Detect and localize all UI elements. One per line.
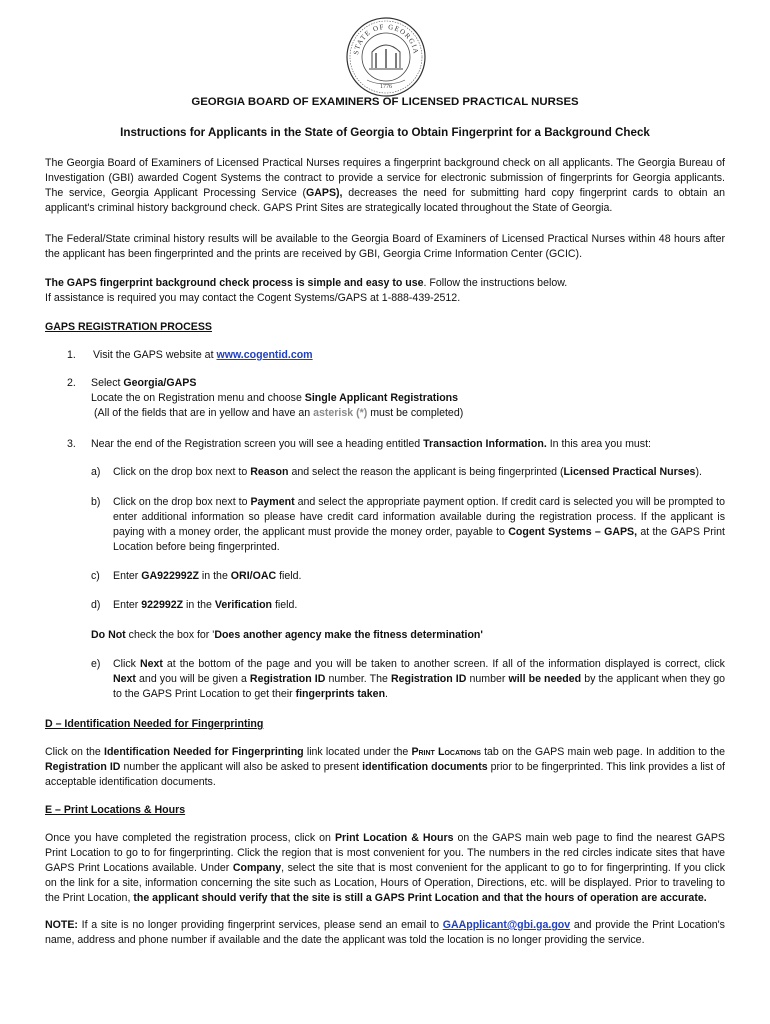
step-3c: Enter GA922992Z in the ORI/OAC field. (113, 570, 302, 582)
section-d-text: Click on the Identification Needed for Fingerprinting link located under the Print Locations tab on the GAPS main web page. In addition to the Registration ID number the applicant will also be asked to present identification documents prior to be fingerprinted. This link provides a list of acceptable identification documents. (45, 746, 726, 788)
step-3d: Enter 922992Z in the Verification field. (113, 599, 298, 611)
step-3-number: 3. (67, 438, 76, 450)
georgia-state-seal (345, 16, 427, 98)
gbi-email-link[interactable]: GAApplicant@gbi.ga.gov (442, 919, 571, 931)
step-3c-label: c) (91, 570, 100, 582)
do-not-note: Do Not check the box for 'Does another agency make the fitness determination' (91, 629, 483, 641)
board-title: GEORGIA BOARD OF EXAMINERS OF LICENSED PRACTICAL NURSES (191, 96, 579, 108)
cogentid-link[interactable]: www.cogentid.com (216, 349, 313, 361)
section-e-heading: E – Print Locations & Hours (45, 804, 186, 816)
step-3b: Click on the drop box next to Payment and select the appropriate payment option. If credit card is selected you will be prompted to enter additional information so please have credit card information available during the registration process. If the applicant is paying with a money order, the applicant must provide the money order, payable to Cogent Systems – GAPS, at the GAPS Print Location before being fingerprinted. (113, 496, 725, 553)
step-3a: Click on the drop box next to Reason and select the reason the applicant is being fingerprinted (Licensed Practical Nurses). (113, 466, 702, 478)
step-3d-label: d) (91, 599, 101, 611)
note-paragraph: NOTE: If a site is no longer providing fingerprint services, please send an email to GAApplicant@gbi.ga.gov and provide the Print Location's name, address and phone number if available and the date the applicant was told the location is no longer providing the service. (45, 919, 725, 946)
step-3e: Click Next at the bottom of the page and you will be taken to another screen. If all of the information displayed is correct, click Next and you will be given a Registration ID number. The Registration ID number will be needed by the applicant when they go to the GAPS Print Location to get their fingerprints taken. (113, 658, 726, 700)
step-1-number: 1. (67, 349, 76, 361)
intro-paragraph-2: The Federal/State criminal history results will be available to the Georgia Board of Examiners of Licensed Practical Nurses within 48 hours after the applicant has been fingerprinted and the prints are received by GBI, Georgia Crime Information Center (GCIC). (45, 233, 725, 260)
intro-paragraph-3: The GAPS fingerprint background check process is simple and easy to use. Follow the instructions below. If assistance is required you may contact the Cogent Systems/GAPS at 1-888-439-2512. (45, 277, 568, 304)
step-2-number: 2. (67, 377, 76, 389)
step-3e-label: e) (91, 658, 101, 670)
section-d-heading: D – Identification Needed for Fingerprinting (45, 718, 264, 730)
registration-heading: GAPS REGISTRATION PROCESS (45, 321, 212, 333)
section-e-text: Once you have completed the registration process, click on Print Location & Hours on the GAPS main web page to find the nearest GAPS Print Location to go to for fingerprinting. Click the region that is most convenient for you. The numbers in the red circles indicate sites that have GAPS Print Locations available. Under Company, select the site that is most convenient for the applicant to go to for fingerprinting. If you click on the link for a site, information concerning the site such as Location, Hours of Operation, Directions, etc. will be displayed. Prior to traveling to the Print Location, the applicant should verify that the site is still a GAPS Print Location and that the hours of operation are accurate. (45, 832, 726, 904)
seal-year: 1776 (380, 84, 392, 90)
document-subtitle: Instructions for Applicants in the State of Georgia to Obtain Fingerprint for a Background Check (120, 126, 650, 139)
step-3b-label: b) (91, 496, 101, 508)
step-3: Near the end of the Registration screen you will see a heading entitled Transaction Information. In this area you must: (91, 438, 651, 450)
step-1: Visit the GAPS website at www.cogentid.com (93, 349, 313, 361)
intro-paragraph-1: The Georgia Board of Examiners of Licensed Practical Nurses requires a fingerprint background check on all applicants. The Georgia Bureau of Investigation (GBI) awarded Cogent Systems the contract to provide a service for electronic submission of fingerprints for Georgia applicants. The service, Georgia Applicant Processing Service (GAPS), decreases the need for submitting hard copy fingerprint cards to obtain an applicant's criminal history background check. GAPS Print Sites are strategically located throughout the State of Georgia. (45, 157, 725, 214)
step-3a-label: a) (91, 466, 101, 478)
step-2: Select Georgia/GAPS Locate the on Registration menu and choose Single Applicant Registrations (All of the fields that are in yellow and have an asterisk (*) must be completed) (91, 377, 464, 419)
seal-ring-text: STATE OF GEORGIA (352, 22, 420, 56)
